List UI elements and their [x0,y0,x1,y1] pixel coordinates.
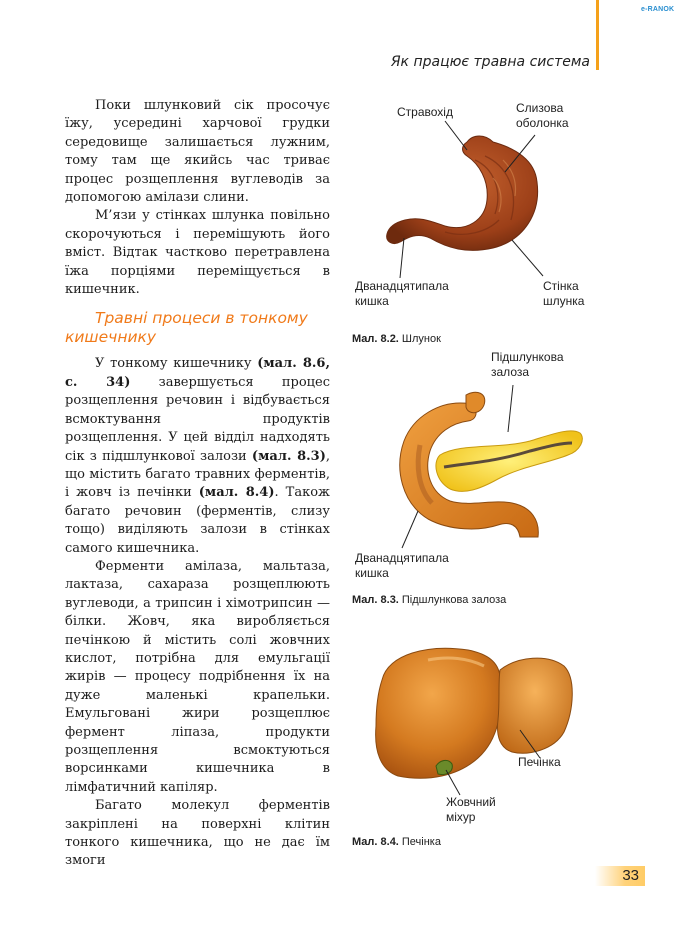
label-stomach-wall-line2: шлунка [543,294,585,308]
caption-fig-8-2-number: Мал. 8.2. [352,333,399,345]
caption-fig-8-4-text: Печінка [401,836,441,848]
label-duodenum-2-line1: Дванадцятипала [355,551,449,565]
paragraph-2: М’язи у стінках шлунка повільно скорочуються і перемішують його вміст. Відтак частково перетравлена їжа порціями переміщується в кишечник. [65,208,330,298]
page-number-tab [595,866,645,886]
label-pancreas-line1: Підшлункова [491,350,564,364]
paragraph-3-part-d: . Також багато речовин (ферментів, слизу тощо) виділяють залози в стінках самого кишечника. [65,485,331,556]
figure-ref-8-3: (мал. 8.3) [251,448,326,464]
label-stomach-wall-line1: Стінка [543,279,579,293]
paragraph-3-part-b: завершується процес розщеплення речовин і відбувається всмоктування продуктів розщеплення. У цей відділ надходять сік з підшлункової залози [65,374,330,464]
paragraph-5: Багато молекул ферментів закріплені на поверхні клітин тонкого кишечника, що не дає їм змоги [65,798,330,869]
label-mucosa-line2: оболонка [516,116,569,130]
label-duodenum-line2: кишка [355,294,389,308]
figure-ref-8-4: (мал. 8.4) [198,485,275,501]
running-header: Як працює травна система [390,54,590,70]
caption-fig-8-3-number: Мал. 8.3. [352,594,399,606]
section-title: Травні процеси в тонкому кишечнику [65,309,308,347]
caption-fig-8-4 [352,836,441,848]
figure-ref-8-6: (мал. 8.6, с. 34) [65,356,330,390]
label-pancreas-line2: залоза [491,365,530,379]
label-gallbladder-line1: Жовчний [446,795,496,809]
label-liver: Печінка [518,755,561,769]
publisher-logo: e-RANOK [641,6,675,13]
paragraph-3-part-c: , що містить багато травних ферментів, і жовч із печінки [65,448,330,501]
paragraph-4: Ферменти амілаза, мальтаза, лактаза, сахараза розщеплюють вуглеводи, а трипсин і хімотрипсин — білки. Жовч, яка виробляється печінкою й містить солі жовчних кислот, потрібна для емульгації жирів — процесу подрібнення їх на дуже маленькі крапельки. Емульговані жири розщеплює фермент ліпаза, продукти розщеплення всмоктуються ворсинками кишечника в лімфатичний капіляр. [65,558,330,795]
caption-fig-8-3-text: Підшлункова залоза [401,594,507,606]
label-duodenum-line1: Дванадцятипала [355,279,449,293]
paragraph-3-part-a: У тонкому кишечнику [95,356,258,372]
page-number: 33 [622,867,639,884]
label-esophagus: Стравохід [397,105,453,119]
label-mucosa-line1: Слизова [516,101,564,115]
caption-fig-8-2-text: Шлунок [401,333,441,345]
caption-fig-8-4-number: Мал. 8.4. [352,836,399,848]
label-gallbladder-line2: міхур [446,810,476,824]
label-duodenum-2-line2: кишка [355,566,389,580]
paragraph-1: Поки шлунковий сік просочує їжу, усередині харчової грудки середовище залишається лужним, тому там ще якийсь час триває процес розщеплення вуглеводів за допомогою амілази слини. [65,98,330,206]
